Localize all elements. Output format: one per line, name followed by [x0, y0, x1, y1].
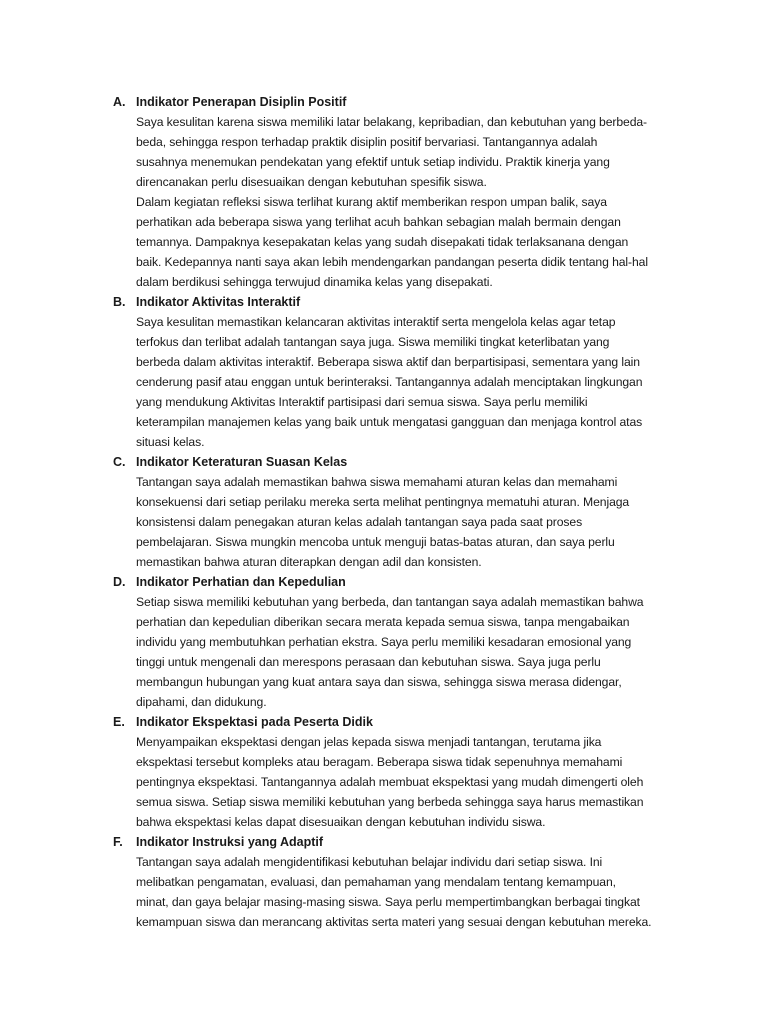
body-line: beda, sehingga respon terhadap praktik disiplin positif bervariasi. Tantangannya adalah: [136, 135, 598, 149]
body-line: situasi kelas.: [136, 435, 205, 449]
body-line: pentingnya ekspektasi. Tantangannya adalah membuat ekspektasi yang mudah dimengerti oleh: [136, 775, 644, 789]
body-line: melibatkan pengamatan, evaluasi, dan pemahaman yang mendalam tentang kemampuan,: [136, 875, 616, 889]
body-line: dipahami, dan didukung.: [136, 695, 267, 709]
section-letter: B.: [113, 295, 126, 309]
body-line: ekspektasi tersebut kompleks atau beragam. Beberapa siswa tidak sepenuhnya memahami: [136, 755, 623, 769]
body-line: keterampilan manajemen kelas yang baik untuk mengatasi gangguan dan menjaga kontrol atas: [136, 415, 643, 429]
body-line: Saya kesulitan memastikan kelancaran aktivitas interaktif serta mengelola kelas agar tetap: [136, 315, 616, 329]
body-line: konsistensi dalam penegakan aturan kelas adalah tantangan saya pada saat proses: [136, 515, 583, 529]
section-heading: Indikator Keteraturan Suasan Kelas: [136, 455, 348, 469]
body-line: Tantangan saya adalah mengidentifikasi kebutuhan belajar individu dari setiap siswa. Ini: [136, 855, 603, 869]
body-line: Saya kesulitan karena siswa memiliki latar belakang, kepribadian, dan kebutuhan yang berbeda-: [136, 115, 648, 129]
section-body: [136, 472, 681, 572]
body-line: semua siswa. Setiap siswa memiliki kebutuhan yang berbeda sehingga saya harus memastikan: [136, 795, 644, 809]
body-line: Setiap siswa memiliki kebutuhan yang berbeda, dan tantangan saya adalah memastikan bahwa: [136, 595, 644, 609]
section-letter: C.: [113, 455, 126, 469]
body-line: minat, dan gaya belajar masing-masing siswa. Saya perlu mempertimbangkan berbagai tingkat: [136, 895, 640, 909]
section-body: [136, 732, 681, 832]
body-line: perhatian dan kepedulian diberikan secara merata kepada semua siswa, tanpa mengabaikan: [136, 615, 630, 629]
section-heading: Indikator Penerapan Disiplin Positif: [136, 95, 347, 109]
body-line: membangun hubungan yang kuat antara saya dan siswa, sehingga siswa merasa didengar,: [136, 675, 622, 689]
section-body: [136, 112, 681, 292]
section-heading: Indikator Ekspektasi pada Peserta Didik: [136, 715, 373, 729]
body-line: dalam berdikusi sehingga terwujud dinamika kelas yang disepakati.: [136, 275, 493, 289]
body-line: yang mendukung Aktivitas Interaktif partisipasi dari semua siswa. Saya perlu memiliki: [136, 395, 588, 409]
section-body: [136, 852, 681, 932]
body-line: perhatikan ada beberapa siswa yang terlihat acuh bahkan sebagian malah bermain dengan: [136, 215, 621, 229]
section-heading: Indikator Aktivitas Interaktif: [136, 295, 301, 309]
body-line: bahwa ekspektasi kelas dapat disesuaikan dengan kebutuhan individu siswa.: [136, 815, 546, 829]
section-heading: Indikator Perhatian dan Kepedulian: [136, 575, 346, 589]
section-letter: D.: [113, 575, 126, 589]
body-line: cenderung pasif atau enggan untuk berinteraksi. Tantangannya adalah menciptakan lingkungan: [136, 375, 643, 389]
body-line: individu yang membutuhkan perhatian ekstra. Saya perlu memiliki kesadaran emosional yang: [136, 635, 632, 649]
body-line: memastikan bahwa aturan diterapkan dengan adil dan konsisten.: [136, 555, 482, 569]
body-line: temannya. Dampaknya kesepakatan kelas yang sudah disepakati tidak terlaksanana dengan: [136, 235, 629, 249]
body-line: berbeda dalam aktivitas interaktif. Beberapa siswa aktif dan berpartisipasi, sementara yang lain: [136, 355, 640, 369]
section-letter: A.: [113, 95, 126, 109]
body-line: susahnya menemukan pendekatan yang efektif untuk setiap individu. Praktik kinerja yang: [136, 155, 610, 169]
section-letter: E.: [113, 715, 125, 729]
body-line: terfokus dan terlibat adalah tantangan saya juga. Siswa memiliki tingkat keterlibatan yang: [136, 335, 610, 349]
body-line: Tantangan saya adalah memastikan bahwa siswa memahami aturan kelas dan memahami: [136, 475, 618, 489]
body-line: kemampuan siswa dan merancang aktivitas serta materi yang sesuai dengan kebutuhan mereka.: [136, 915, 652, 929]
body-line: direncanakan perlu disesuaikan dengan kebutuhan spesifik siswa.: [136, 175, 487, 189]
body-line: baik. Kedepannya nanti saya akan lebih mendengarkan pandangan peserta didik tentang hal-hal: [136, 255, 648, 269]
body-line: pembelajaran. Siswa mungkin mencoba untuk menguji batas-batas aturan, dan saya perlu: [136, 535, 615, 549]
body-line: Menyampaikan ekspektasi dengan jelas kepada siswa menjadi tantangan, terutama jika: [136, 735, 602, 749]
section-letter: F.: [113, 835, 123, 849]
body-line: tinggi untuk mengenali dan merespons perasaan dan kebutuhan siswa. Saya juga perlu: [136, 655, 601, 669]
section-heading: Indikator Instruksi yang Adaptif: [136, 835, 324, 849]
section-body: [136, 312, 681, 452]
body-line: Dalam kegiatan refleksi siswa terlihat kurang aktif memberikan respon umpan balik, saya: [136, 195, 607, 209]
section-body: [136, 592, 681, 712]
body-line: konsekuensi dari setiap perilaku mereka serta melihat pentingnya mematuhi aturan. Menjaga: [136, 495, 630, 509]
